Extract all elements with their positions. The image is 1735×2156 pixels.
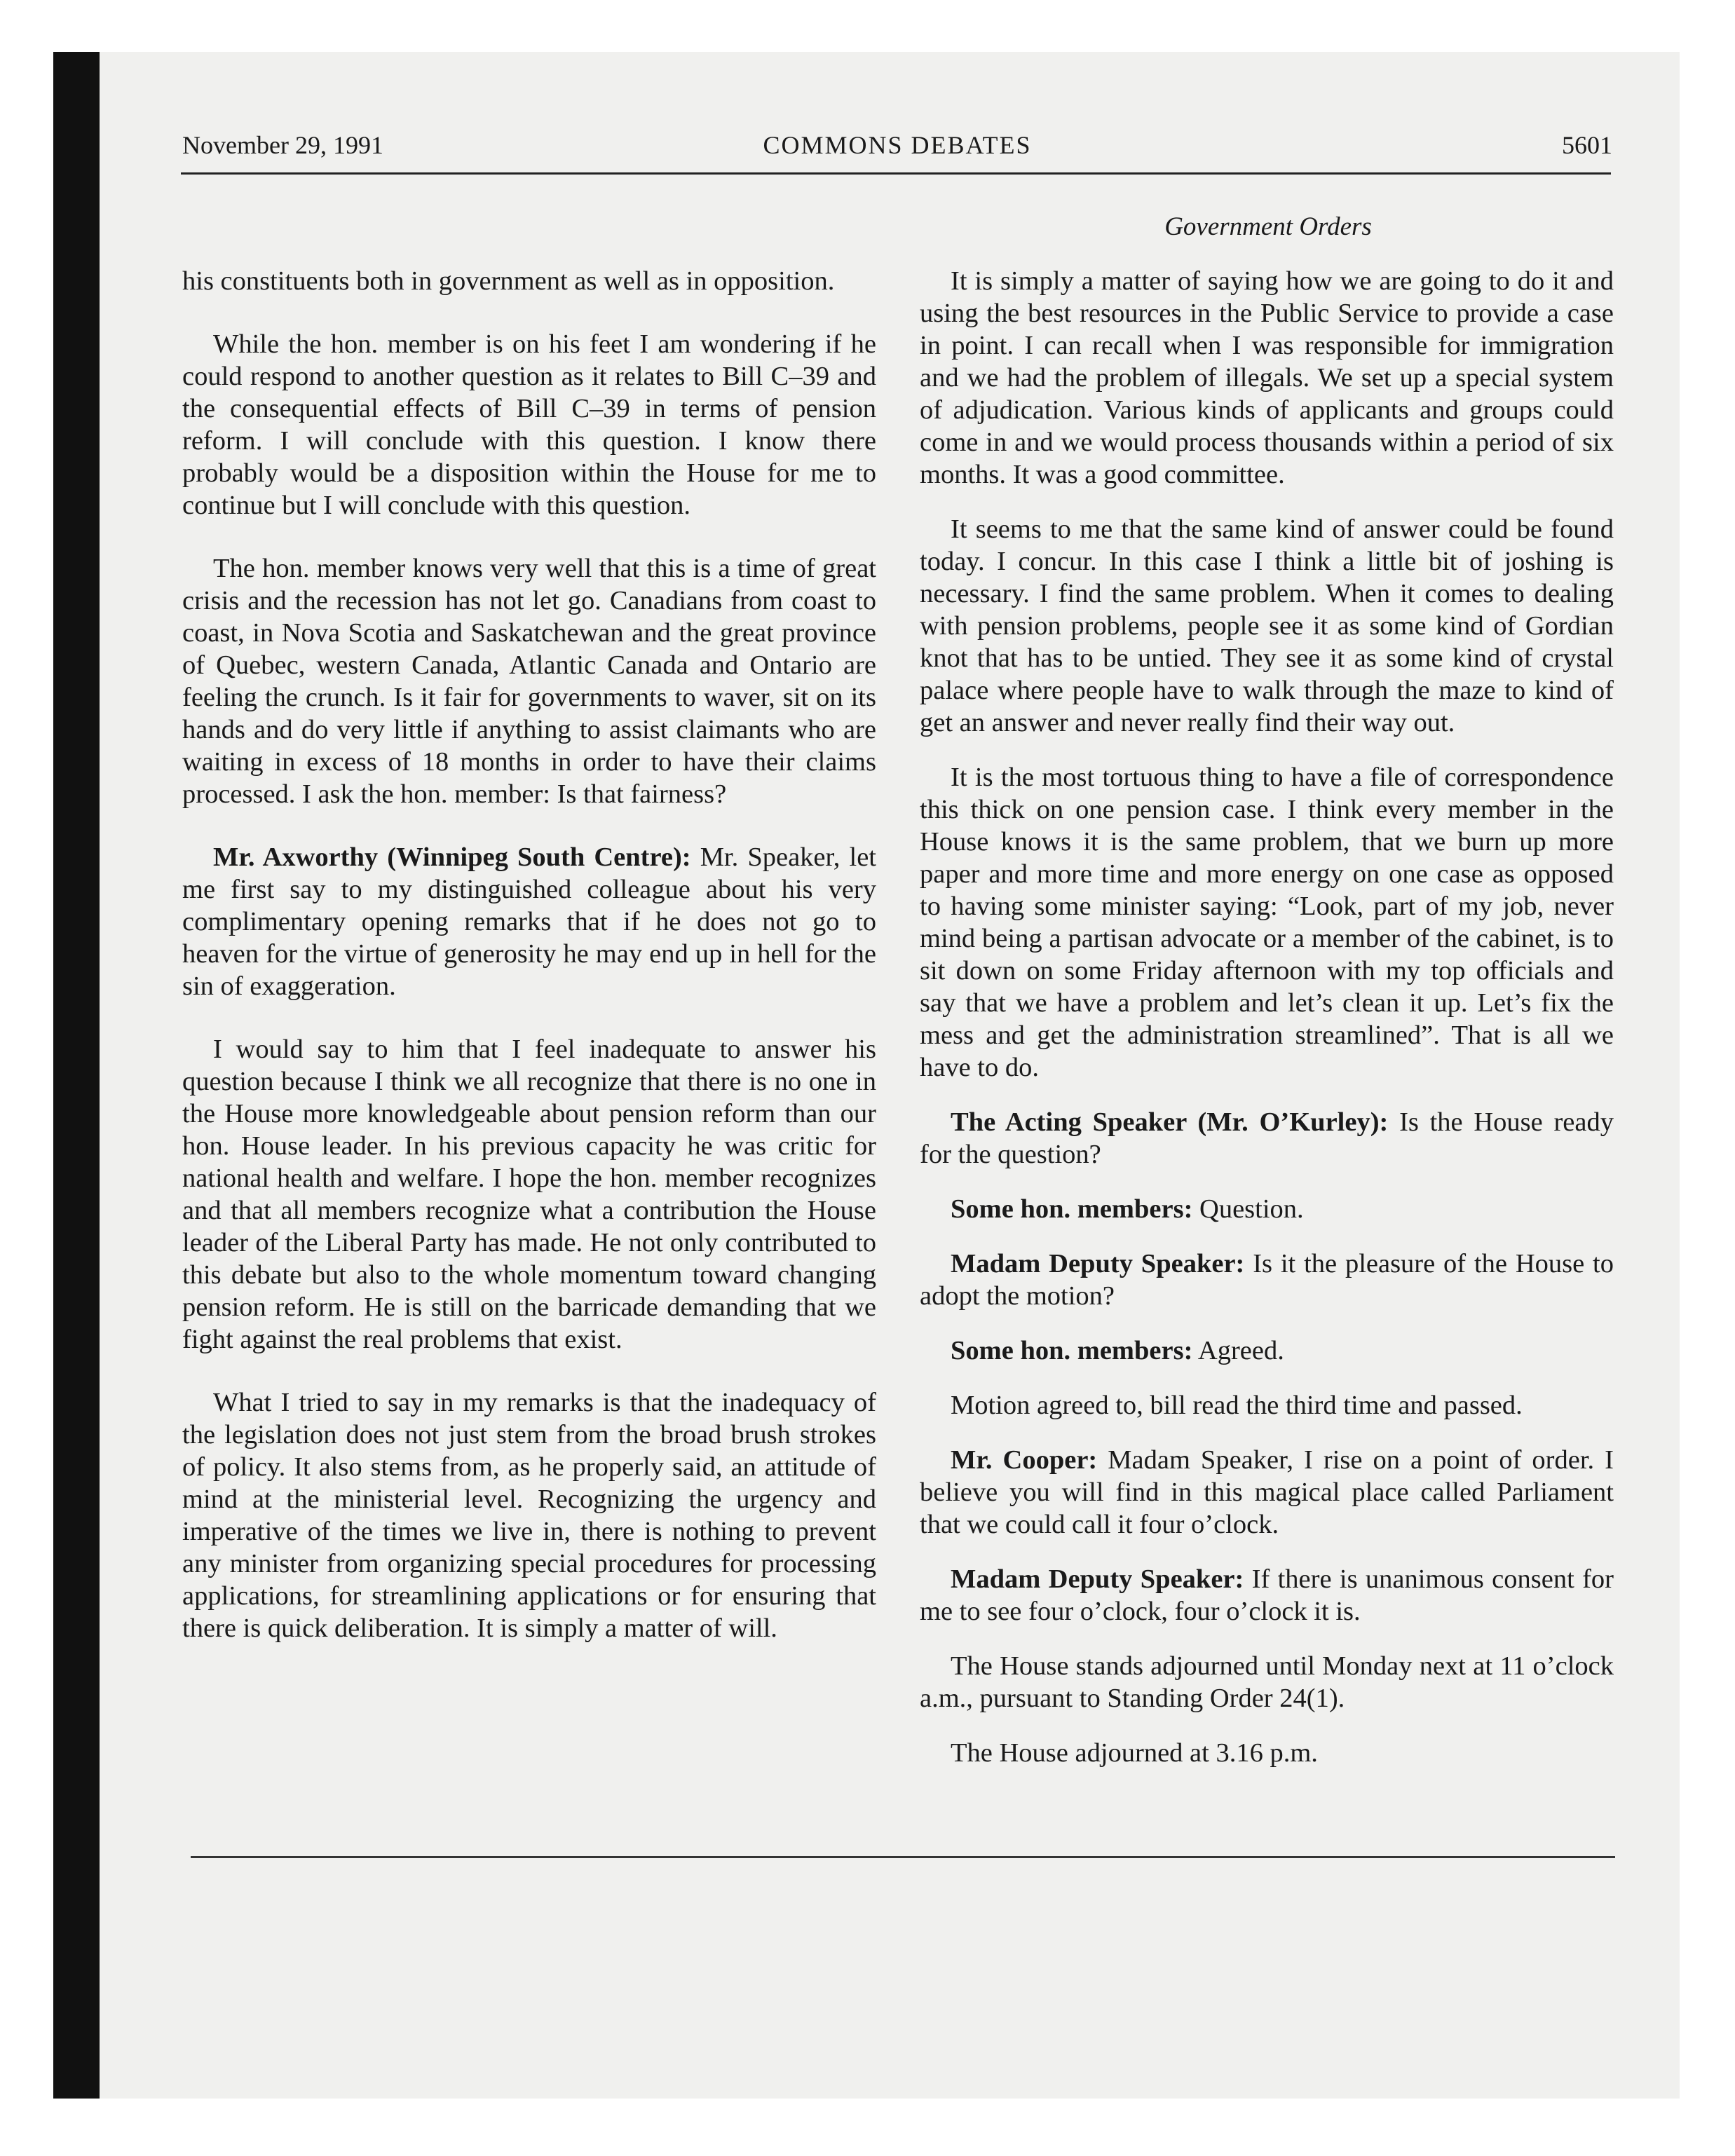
paragraph: The hon. member knows very well that this is a time of great crisis and the recession has not let go. Canadians from coast to coast, in Nova Scotia and Saskatchewan and the great province of Quebec, western Canada, Atlantic Canada and Ontario are feeling the crunch. Is it fair for governments to waver, sit on its hands and do very little if anything to assist claimants who are waiting in excess of 18 months in order to have their claims processed. I ask the hon. member: Is that fairness? bbox=[182, 554, 876, 809]
section-heading: Government Orders bbox=[1164, 212, 1372, 241]
scan-edge-shadow bbox=[53, 52, 100, 2099]
right-column bbox=[920, 265, 1614, 1792]
speech-text: Question. bbox=[1192, 1194, 1304, 1224]
left-column bbox=[182, 265, 876, 1675]
header-title: COMMONS DEBATES bbox=[763, 131, 1032, 159]
speaker-name: Some hon. members: bbox=[951, 1194, 1193, 1224]
speech-text: Is the House ready for the question? bbox=[920, 1107, 1614, 1169]
page-header bbox=[182, 130, 1612, 172]
speech-text: Mr. Speaker, let me first say to my distinguished colleague about his very complimentary opening remarks that if he does not go to heaven for the virtue of generosity he may end up in hell for the sin of exaggeration. bbox=[182, 842, 876, 1001]
speech-paragraph bbox=[920, 1563, 1614, 1628]
speech-paragraph bbox=[920, 1444, 1614, 1541]
paragraph: Motion agreed to, bill read the third time and passed. bbox=[951, 1391, 1523, 1420]
speaker-name: Some hon. members: bbox=[951, 1336, 1193, 1365]
speaker-name: Madam Deputy Speaker: bbox=[951, 1249, 1245, 1278]
speech-paragraph bbox=[920, 1193, 1614, 1225]
paragraph: It is the most tortuous thing to have a file of correspondence this thick on one pension case. I think every member in the House knows it is the same problem, that we burn up more paper and more time and more energy on one case as opposed to having some minister saying: “Look, part of my job, never mind being a partisan advocate or a member of the cabinet, is to sit down on some Friday afternoon with my top officials and say that we have a problem and let’s clean it up. Let’s fix the mess and get the administration streamlined”. That is all we have to do. bbox=[920, 763, 1614, 1082]
speech-text: Agreed. bbox=[1192, 1336, 1284, 1365]
speaker-name: Mr. Cooper: bbox=[951, 1445, 1098, 1475]
footer-rule bbox=[191, 1856, 1615, 1858]
speech-text: Is it the pleasure of the House to adopt the motion? bbox=[920, 1249, 1614, 1311]
page-number: 5601 bbox=[1562, 131, 1612, 159]
paragraph: The House adjourned at 3.16 p.m. bbox=[951, 1738, 1318, 1768]
speech-paragraph bbox=[920, 1248, 1614, 1312]
header-rule bbox=[181, 172, 1611, 175]
paragraph: While the hon. member is on his feet I am wondering if he could respond to another question as it relates to Bill C–39 and the consequential effects of Bill C–39 in terms of pension reform. I will conclude with this question. I know there probably would be a disposition within the House for me to continue but I will conclude with this question. bbox=[182, 329, 876, 520]
speaker-name: The Acting Speaker (Mr. O’Kurley): bbox=[951, 1107, 1389, 1137]
speech-paragraph bbox=[182, 841, 876, 1002]
paragraph: his constituents both in government as well as in opposition. bbox=[182, 266, 835, 296]
paragraph: I would say to him that I feel inadequate to answer his question because I think we all recognize that there is no one in the House more knowledgeable about pension reform than our hon. House leader. In his previous capacity he was critic for national health and welfare. I hope the hon. member recognizes and that all members recognize what a contribution the House leader of the Liberal Party has made. He not only contributed to this debate but also to the whole momentum toward changing pension reform. He is still on the barricade demanding that we fight against the real problems that exist. bbox=[182, 1035, 876, 1354]
speaker-name: Mr. Axworthy (Winnipeg South Centre): bbox=[213, 842, 691, 872]
speech-paragraph bbox=[920, 1106, 1614, 1171]
paragraph: What I tried to say in my remarks is that the inadequacy of the legislation does not just stem from the broad brush strokes of policy. It also stems from, as he properly said, an attitude of mind at the ministerial level. Recognizing the urgency and imperative of the times we live in, there is nothing to prevent any minister from organizing special procedures for processing applications, for streamlining applications or for ensuring that there is quick deliberation. It is simply a matter of will. bbox=[182, 1388, 876, 1643]
header-date: November 29, 1991 bbox=[182, 131, 383, 159]
paragraph: It seems to me that the same kind of answer could be found today. I concur. In this case I think a little bit of joshing is necessary. I find the same problem. When it comes to dealing with pension problems, people see it as some kind of Gordian knot that has to be untied. They see it as some kind of crystal palace where people have to walk through the maze to kind of get an answer and never really find their way out. bbox=[920, 514, 1614, 737]
speaker-name: Madam Deputy Speaker: bbox=[951, 1564, 1244, 1594]
paragraph: It is simply a matter of saying how we are going to do it and using the best resources in the Public Service to provide a case in point. I can recall when I was responsible for immigration and we had the problem of illegals. We set up a special system of adjudication. Various kinds of applicants and groups could come in and we would process thousands within a period of six months. It was a good committee. bbox=[920, 266, 1614, 489]
speech-text: If there is unanimous consent for me to see four o’clock, four o’clock it is. bbox=[920, 1564, 1614, 1626]
speech-text: Madam Speaker, I rise on a point of order. I believe you will find in this magical place called Parliament that we could call it four o’clock. bbox=[920, 1445, 1614, 1539]
speech-paragraph bbox=[920, 1335, 1614, 1367]
paragraph: The House stands adjourned until Monday next at 11 o’clock a.m., pursuant to Standing Order 24(1). bbox=[920, 1651, 1614, 1713]
